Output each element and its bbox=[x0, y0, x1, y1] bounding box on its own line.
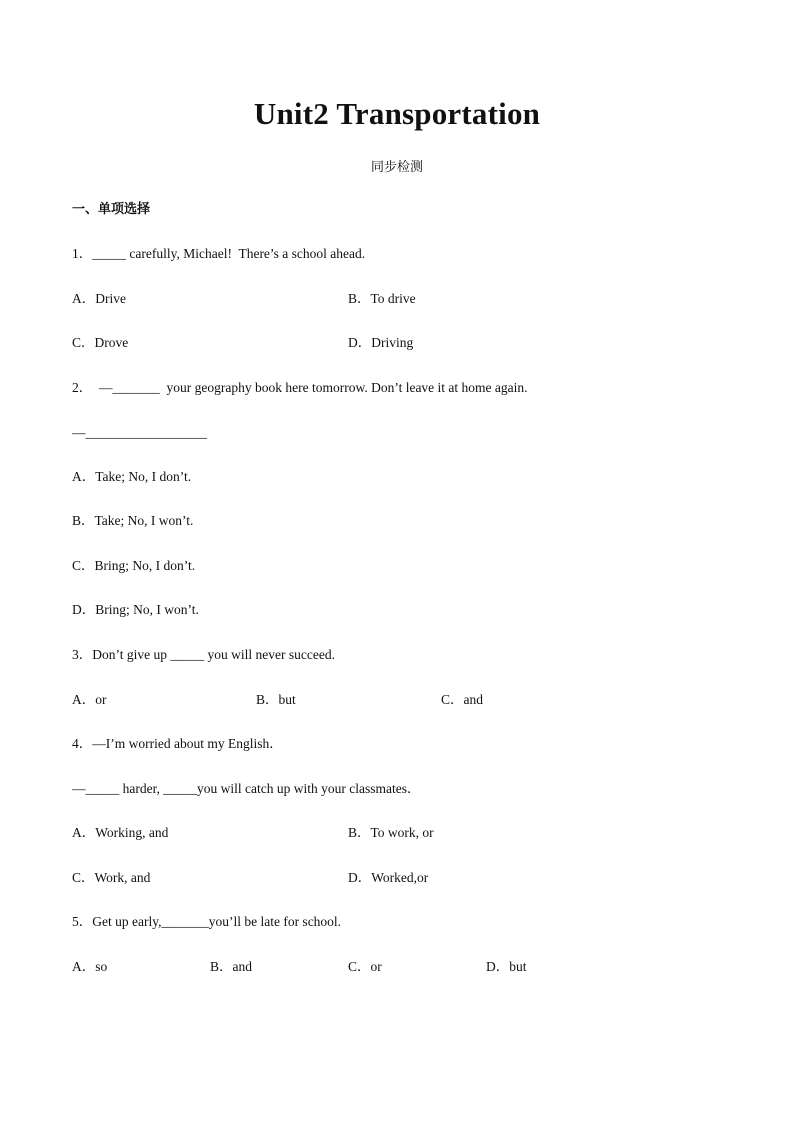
question-4-option-a[interactable]: A．Working, and bbox=[72, 825, 169, 840]
question-5-option-a[interactable]: A．so bbox=[72, 959, 108, 974]
question-1-option-a[interactable]: A．Drive bbox=[72, 291, 126, 306]
question-4-option-d[interactable]: D．Worked,or bbox=[348, 870, 429, 885]
question-3-stem: 3．Don’t give up _____ you will never succeed. bbox=[72, 647, 335, 662]
question-4-stem-line-2: —_____ harder, _____you will catch up with your classmates． bbox=[72, 781, 421, 796]
section-heading: 一、单项选择 bbox=[72, 202, 151, 217]
question-2-option-c[interactable]: C．Bring; No, I don’t. bbox=[72, 558, 196, 573]
question-5-option-d[interactable]: D．but bbox=[486, 959, 527, 974]
question-5-option-b[interactable]: B．and bbox=[210, 959, 252, 974]
question-2-response-line: —__________________ bbox=[72, 425, 207, 440]
question-1-option-d[interactable]: D．Driving bbox=[348, 335, 414, 350]
question-4-option-b[interactable]: B．To work, or bbox=[348, 825, 434, 840]
question-3-option-b[interactable]: B．but bbox=[256, 692, 296, 707]
question-1-option-b[interactable]: B．To drive bbox=[348, 291, 416, 306]
question-2-option-b[interactable]: B．Take; No, I won’t. bbox=[72, 513, 194, 528]
question-2-stem: 2． —_______ your geography book here tomorrow. Don’t leave it at home again. bbox=[72, 380, 528, 395]
question-5-stem: 5．Get up early,_______you’ll be late for school. bbox=[72, 914, 342, 929]
question-3-option-c[interactable]: C．and bbox=[441, 692, 483, 707]
question-1-stem: 1．_____ carefully, Michael! There’s a school ahead. bbox=[72, 246, 366, 261]
question-1-option-c[interactable]: C．Drove bbox=[72, 335, 129, 350]
document-subtitle: 同步检测 bbox=[370, 160, 423, 175]
question-2-option-a[interactable]: A．Take; No, I don’t. bbox=[72, 469, 192, 484]
question-4-option-c[interactable]: C．Work, and bbox=[72, 870, 151, 885]
document-title: Unit2 Transportation bbox=[253, 96, 541, 131]
question-2-option-d[interactable]: D．Bring; No, I won’t. bbox=[72, 602, 199, 617]
question-5-option-c[interactable]: C．or bbox=[348, 959, 382, 974]
question-3-option-a[interactable]: A．or bbox=[72, 692, 107, 707]
question-4-stem: 4．—I’m worried about my English． bbox=[72, 736, 283, 751]
